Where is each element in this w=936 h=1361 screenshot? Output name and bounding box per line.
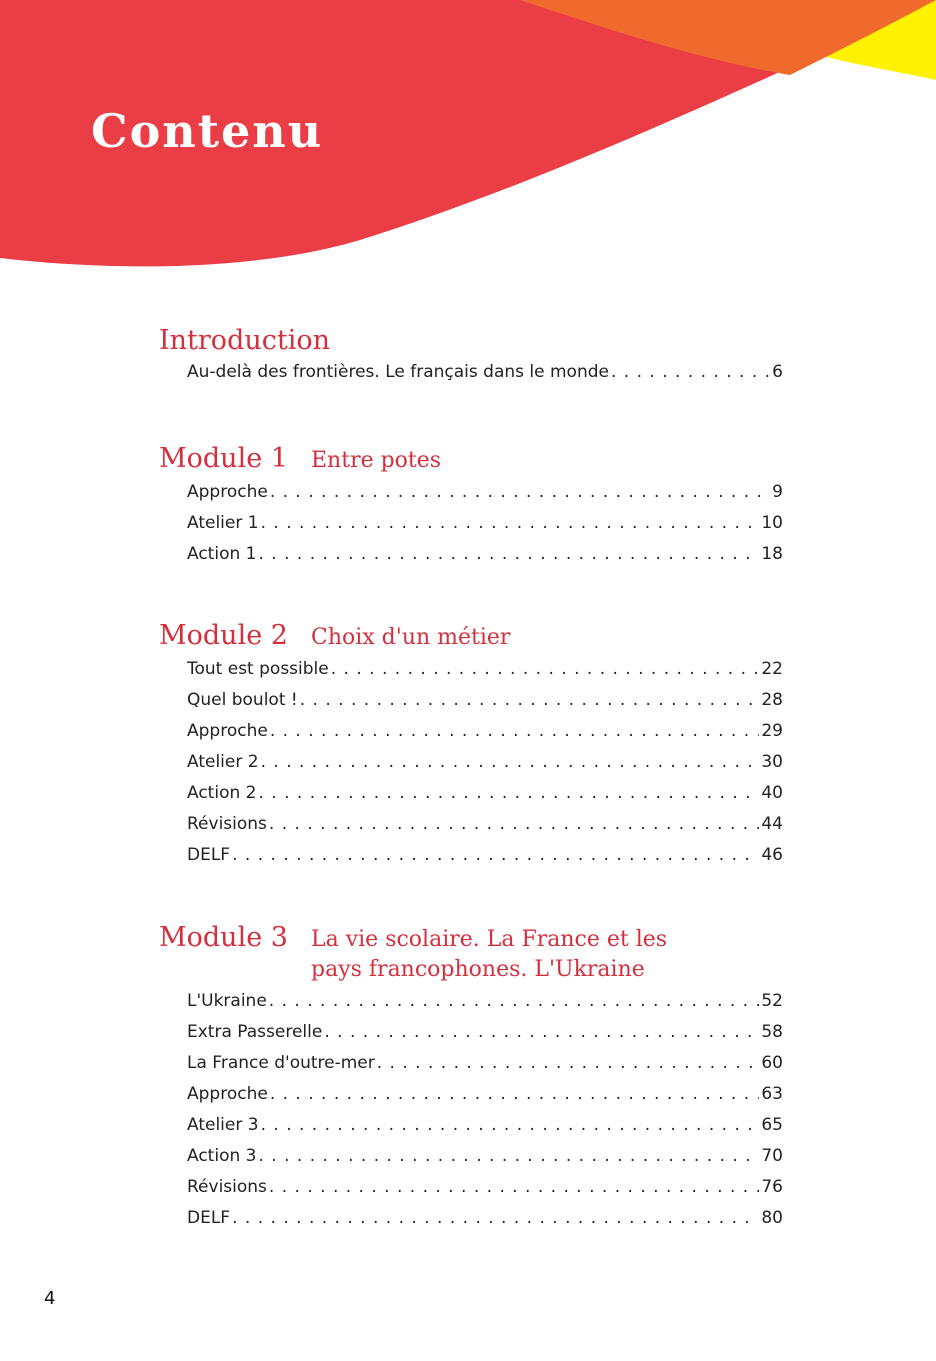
dot-leader xyxy=(232,1208,759,1228)
module-title: Choix d'un métier xyxy=(311,625,511,650)
toc-section-introduction xyxy=(159,326,789,393)
section-heading-label: Introduction xyxy=(159,325,330,356)
toc-entry-page: 10 xyxy=(761,513,783,533)
dot-leader xyxy=(258,544,759,564)
toc-section-module-3 xyxy=(159,923,789,1239)
toc-entry-label: DELF xyxy=(187,845,231,865)
dot-leader xyxy=(300,690,760,710)
toc-entry[interactable] xyxy=(187,845,783,876)
toc-entries xyxy=(187,991,783,1239)
dot-leader xyxy=(269,991,760,1011)
toc-entry-label: Atelier 2 xyxy=(187,752,259,772)
toc-entry[interactable] xyxy=(187,1208,783,1239)
toc-entry-label: Quel boulot ! xyxy=(187,690,298,710)
toc-entry-page: 6 xyxy=(772,362,783,382)
toc-entry[interactable] xyxy=(187,659,783,690)
page-title: Contenu xyxy=(91,104,324,158)
module-title: Entre potes xyxy=(311,448,442,473)
toc-entry[interactable] xyxy=(187,1022,783,1053)
toc-entry-label: Révisions xyxy=(187,1177,267,1197)
dot-leader xyxy=(232,845,759,865)
toc-entry-label: Action 1 xyxy=(187,544,257,564)
dot-leader xyxy=(261,752,760,772)
dot-leader xyxy=(261,1115,760,1135)
dot-leader xyxy=(258,783,759,803)
toc-entry-label: Action 3 xyxy=(187,1146,257,1166)
module-title xyxy=(311,925,667,985)
module-label: Module 3 xyxy=(159,922,288,953)
toc-entry-label: DELF xyxy=(187,1208,231,1228)
toc-entries xyxy=(187,482,783,575)
toc-entry-label: Approche xyxy=(187,721,268,741)
module-heading xyxy=(159,923,789,985)
toc-entry[interactable] xyxy=(187,513,783,544)
toc-entry[interactable] xyxy=(187,1053,783,1084)
toc-entry[interactable] xyxy=(187,752,783,783)
toc-entry[interactable] xyxy=(187,1115,783,1146)
module-heading xyxy=(159,444,789,476)
module-title-line-1: La vie scolaire. La France et les xyxy=(311,927,668,952)
dot-leader xyxy=(331,659,760,679)
dot-leader xyxy=(270,482,769,502)
toc-entry-page: 29 xyxy=(761,721,783,741)
toc-entry[interactable] xyxy=(187,783,783,814)
toc-entry-page: 18 xyxy=(761,544,783,564)
toc-entry-page: 58 xyxy=(761,1022,783,1042)
dot-leader xyxy=(270,721,760,741)
toc-entry[interactable] xyxy=(187,544,783,575)
dot-leader xyxy=(269,1177,759,1197)
toc-entry[interactable] xyxy=(187,1084,783,1115)
toc-entry-page: 40 xyxy=(761,783,783,803)
toc-entry-page: 44 xyxy=(761,814,783,834)
toc-entry[interactable] xyxy=(187,690,783,721)
dot-leader xyxy=(258,1146,759,1166)
toc-entry-page: 65 xyxy=(761,1115,783,1135)
toc-entry-page: 30 xyxy=(761,752,783,772)
toc-entries xyxy=(187,362,783,393)
dot-leader xyxy=(269,814,759,834)
toc-entry[interactable] xyxy=(187,814,783,845)
toc-entry-page: 9 xyxy=(772,482,783,502)
page-number: 4 xyxy=(44,1288,56,1309)
toc-section-module-1 xyxy=(159,444,789,575)
dot-leader xyxy=(611,362,769,382)
module-label: Module 1 xyxy=(159,443,288,474)
toc-entry-label: L'Ukraine xyxy=(187,991,267,1011)
dot-leader xyxy=(270,1084,760,1104)
toc-entry[interactable] xyxy=(187,1177,783,1208)
toc-entry[interactable] xyxy=(187,991,783,1022)
toc-entry-label: Au-delà des frontières. Le français dans le monde xyxy=(187,362,609,382)
toc-entries xyxy=(187,659,783,876)
toc-entry-page: 22 xyxy=(761,659,783,679)
toc-entry-page: 60 xyxy=(761,1053,783,1073)
module-title-line-2: pays francophones. L'Ukraine xyxy=(311,957,645,982)
toc-entry-label: Approche xyxy=(187,482,268,502)
section-heading xyxy=(159,326,789,356)
toc-entry-label: Atelier 1 xyxy=(187,513,259,533)
dot-leader xyxy=(324,1022,759,1042)
toc-entry[interactable] xyxy=(187,721,783,752)
toc-entry-label: Révisions xyxy=(187,814,267,834)
toc-entry-label: Action 2 xyxy=(187,783,257,803)
dot-leader xyxy=(377,1053,760,1073)
toc-entry-label: Tout est possible xyxy=(187,659,329,679)
toc-entry[interactable] xyxy=(187,362,783,393)
toc-entry-page: 80 xyxy=(761,1208,783,1228)
toc-entry-page: 76 xyxy=(761,1177,783,1197)
toc-entry-page: 63 xyxy=(761,1084,783,1104)
toc-entry-page: 46 xyxy=(761,845,783,865)
toc-entry-page: 70 xyxy=(761,1146,783,1166)
module-heading xyxy=(159,621,789,653)
toc-entry-label: Extra Passerelle xyxy=(187,1022,323,1042)
toc-entry-label: La France d'outre-mer xyxy=(187,1053,375,1073)
toc-entry-label: Approche xyxy=(187,1084,268,1104)
toc-entry-page: 28 xyxy=(761,690,783,710)
toc-entry[interactable] xyxy=(187,482,783,513)
module-label: Module 2 xyxy=(159,620,288,651)
dot-leader xyxy=(261,513,760,533)
toc-entry-label: Atelier 3 xyxy=(187,1115,259,1135)
toc-entry[interactable] xyxy=(187,1146,783,1177)
toc-entry-page: 52 xyxy=(761,991,783,1011)
toc-section-module-2 xyxy=(159,621,789,876)
